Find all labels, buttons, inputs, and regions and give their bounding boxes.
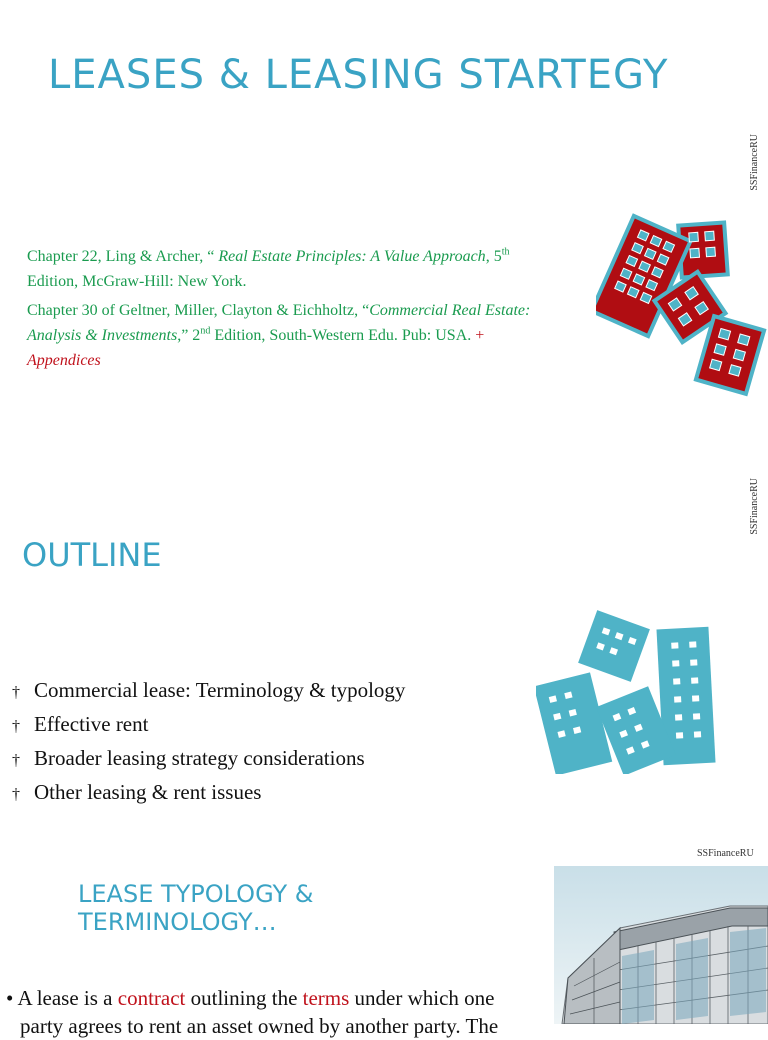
- definition-text-a: A lease is a: [13, 986, 118, 1010]
- dagger-bullet-icon: †: [12, 718, 20, 735]
- definition-line-1: [6, 984, 546, 1012]
- definition-text-b: outlining the: [185, 986, 303, 1010]
- ref2-edition: ,” 2: [177, 327, 201, 344]
- lease-definition: [6, 984, 546, 1040]
- list-item: [12, 744, 405, 778]
- keyword-terms: terms: [302, 986, 350, 1010]
- slide3-watermark: SSFinanceRU: [697, 848, 754, 859]
- definition-line-2: party agrees to rent an asset owned by another party. The: [20, 1014, 499, 1038]
- outline-item-text: Commercial lease: Terminology & typology: [34, 678, 406, 702]
- outline-item-text: Other leasing & rent issues: [34, 780, 262, 804]
- ref2-appendices: Appendices: [27, 352, 101, 369]
- ref1-edition: , 5: [485, 248, 502, 265]
- dagger-bullet-icon: †: [12, 684, 20, 701]
- dagger-bullet-icon: †: [12, 786, 20, 803]
- bullet-icon: •: [6, 986, 14, 1010]
- title-line-2: TERMINOLOGY…: [78, 908, 277, 936]
- keyword-contract: contract: [117, 986, 186, 1010]
- slide2-watermark: SSFinanceRU: [749, 478, 760, 535]
- outline-item-text: Effective rent: [34, 712, 149, 736]
- ref2-edition-sup: nd: [200, 325, 211, 337]
- ref1-book-title: Real Estate Principles: A Value Approach: [218, 248, 486, 265]
- definition-text-c: under which one: [349, 986, 495, 1010]
- blue-buildings-icon: [536, 608, 740, 774]
- red-buildings-icon: [596, 210, 768, 400]
- outline-item-text: Broader leasing strategy considerations: [34, 746, 365, 770]
- outline-title: OUTLINE: [22, 536, 162, 574]
- slide1-title: LEASES & LEASING STARTEGY: [48, 52, 669, 98]
- ref2-plus: +: [475, 327, 485, 344]
- list-item: [12, 710, 405, 744]
- outline-list: [12, 676, 405, 812]
- slide1-watermark: SSFinanceRU: [749, 134, 760, 191]
- ref1-publisher: Edition, McGraw-Hill: New York.: [27, 273, 247, 290]
- building-photo: [554, 866, 768, 1024]
- ref1-prefix: Chapter 22, Ling & Archer, “: [27, 248, 219, 265]
- reference-1: [27, 244, 587, 294]
- ref2-prefix: Chapter 30 of Geltner, Miller, Clayton & Eichholtz, “: [27, 302, 370, 319]
- list-item: [12, 676, 405, 710]
- title-line-1: LEASE TYPOLOGY &: [78, 880, 314, 908]
- references: [27, 244, 587, 377]
- reference-2: [27, 298, 587, 373]
- ref2-book-title: Commercial Real Estate: Analysis & Investments: [27, 302, 531, 344]
- list-item: [12, 778, 405, 812]
- ref1-edition-sup: th: [501, 246, 510, 258]
- ref2-publisher: Edition, South-Western Edu. Pub: USA.: [210, 327, 476, 344]
- dagger-bullet-icon: †: [12, 752, 20, 769]
- lease-typology-title: [78, 880, 313, 936]
